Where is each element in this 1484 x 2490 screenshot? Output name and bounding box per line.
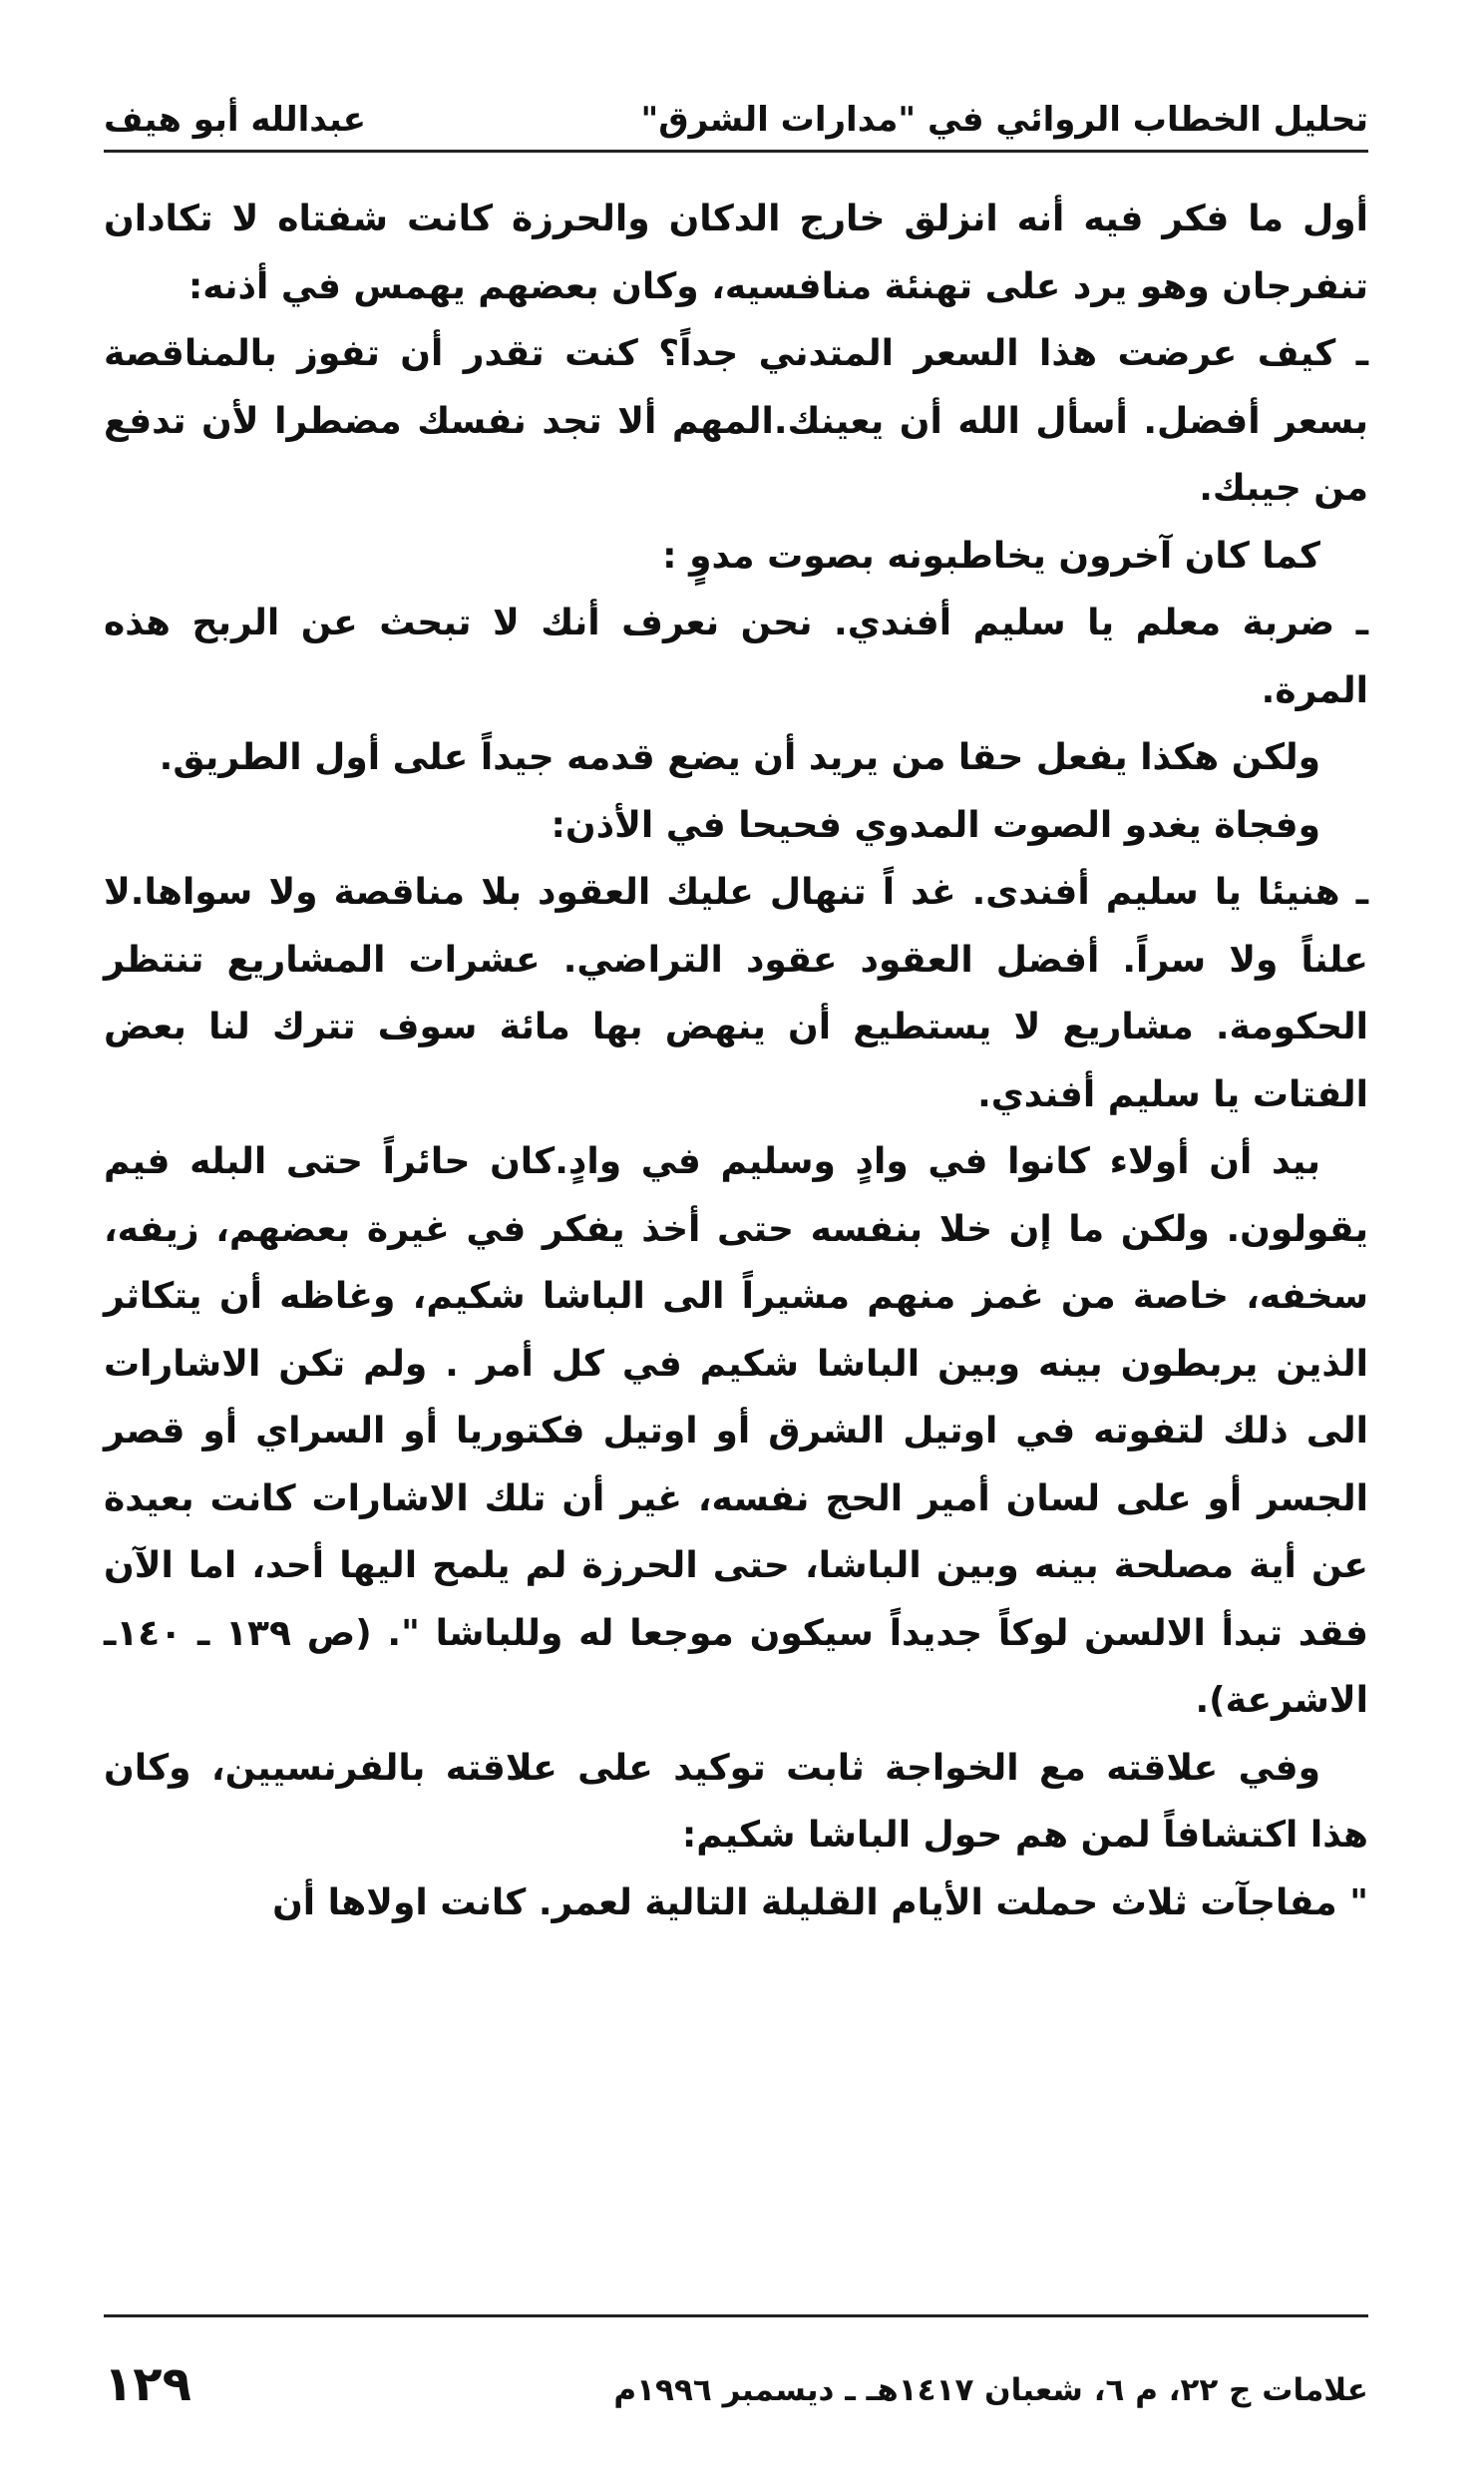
- body-text: [104, 186, 1368, 1936]
- paragraph-1: أول ما فكر فيه أنه انزلق خارج الدكان والحرزة كانت شفتاه لا تكادان تنفرجان وهو يرد على تهنئة منافسيه، وكان بعضهم يهمس في أذنه:: [104, 199, 1368, 307]
- running-header: [104, 96, 1368, 144]
- paragraph-5: ولكن هكذا يفعل حقا من يريد أن يضع قدمه جيداً على أول الطريق.: [159, 737, 1320, 778]
- journal-issue: علامات ج ٢٢، م ٦، شعبان ١٤١٧هـ ـ ديسمبر ١٩٩٦م: [613, 2372, 1368, 2408]
- page-number: ١٢٩: [104, 2356, 191, 2412]
- article-title: تحليل الخطاب الروائي في "مدارات الشرق": [640, 100, 1368, 140]
- paragraph-2: ـ كيف عرضت هذا السعر المتدني جداً؟ كنت تقدر أن تفوز بالمناقصة بسعر أفضل. أسأل الله أن يعينك.المهم ألا تجد نفسك مضطرا لأن تدفع من جيبك.: [104, 333, 1368, 509]
- paragraph-4: ـ ضربة معلم يا سليم أفندي. نحن نعرف أنك لا تبحث عن الربح هذه المرة.: [104, 603, 1368, 711]
- footer-divider: [104, 2314, 1368, 2317]
- paragraph-3: كما كان آخرون يخاطبونه بصوت مدوٍ :: [662, 535, 1320, 577]
- author-name: عبدالله أبو هيف: [104, 100, 367, 140]
- paragraph-10: " مفاجآت ثلاث حملت الأيام القليلة التالية لعمر. كانت اولاها أن: [272, 1881, 1368, 1923]
- page-footer: [104, 2348, 1368, 2412]
- paragraph-7: ـ هنيئا يا سليم أفندى. غد اً تنهال عليك العقود بلا مناقصة ولا سواها.لا علناً ولا سراً. أفضل العقود عقود التراضي. عشرات المشاريع تنتظر الحكومة. مشاريع لا يستطيع أن ينهض بها مائة سوف تترك لنا بعض الفتات يا سليم أفندي.: [104, 872, 1368, 1115]
- paragraph-6: وفجاة يغدو الصوت المدوي فحيحا في الأذن:: [551, 804, 1320, 846]
- paragraph-8: بيد أن أولاء كانوا في وادٍ وسليم في وادٍ.كان حائراً حتى البله فيم يقولون. ولكن ما إن خلا بنفسه حتى أخذ يفكر في غيرة بعضهم، زيفه، سخفه، خاصة من غمز منهم مشيراً الى الباشا شكيم، وغاظه أن يتكاثر الذين يربطون بينه وبين الباشا شكيم في كل أمر . ولم تكن الاشارات الى ذلك لتفوته في اوتيل الشرق أو اوتيل فكتوريا أو السراي أو قصر الجسر أو على لسان أمير الحج نفسه، غير أن تلك الاشارات كانت بعيدة عن أية مصلحة بينه وبين الباشا، حتى الحرزة لم يلمح اليها أحد، اما الآن فقد تبدأ الالسن لوكاً جديداً سيكون موجعا له وللباشا ". (ص ١٣٩ ـ ١٤٠ـ الاشرعة).: [104, 1141, 1368, 1721]
- paragraph-9: وفي علاقته مع الخواجة ثابت توكيد على علاقته بالفرنسيين، وكان هذا اكتشافاً لمن هم حول الباشا شكيم:: [104, 1747, 1368, 1856]
- header-divider: [104, 150, 1368, 153]
